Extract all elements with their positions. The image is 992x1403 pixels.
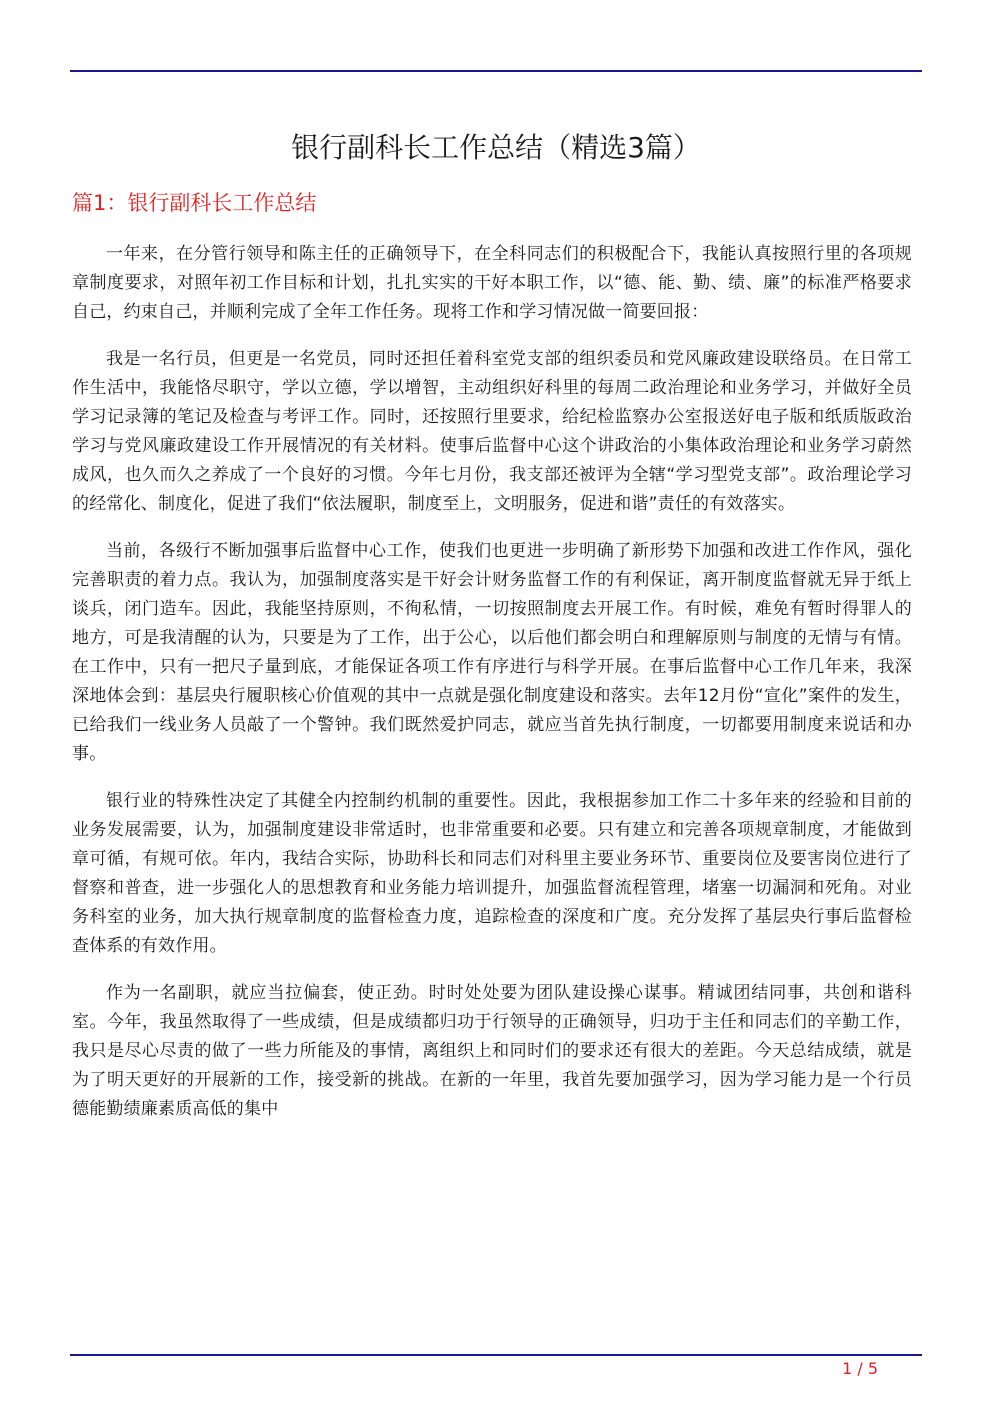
paragraph-5: 作为一名副职，就应当拉偏套，使正劲。时时处处要为团队建设操心谋事。精诚团结同事，共创和谐科室。今年，我虽然取得了一些成绩，但是成绩都归功于行领导的正确领导，归功于主任和同志们的辛勤工作，我只是尽心尽责的做了一些力所能及的事情，离组织上和同时们的要求还有很大的差距。今天总结成绩，就是为了明天更好的开展新的工作，接受新的挑战。在新的一年里，我首先要加强学习，因为学习能力是一个行员德能勤绩廉素质高低的集中 bbox=[72, 983, 912, 1119]
paragraph-4: 银行业的特殊性决定了其健全内控制约机制的重要性。因此，我根据参加工作二十多年来的经验和目前的业务发展需要，认为，加强制度建设非常适时，也非常重要和必要。只有建立和完善各项规章制度，才能做到章可循，有规可依。年内，我结合实际，协助科长和同志们对科里主要业务环节、重要岗位及要害岗位进行了督察和普查，进一步强化人的思想教育和业务能力培训提升，加强监督流程管理，堵塞一切漏洞和死角。对业务科室的业务，加大执行规章制度的监督检查力度，追踪检查的深度和广度。充分发挥了基层央行事后监督检查体系的有效作用。 bbox=[72, 791, 912, 956]
document-title: 银行副科长工作总结（精选3篇） bbox=[291, 131, 701, 164]
footer-rule bbox=[70, 1354, 922, 1356]
paragraph-3: 当前，各级行不断加强事后监督中心工作，使我们也更进一步明确了新形势下加强和改进工作作风，强化完善职责的着力点。我认为，加强制度落实是干好会计财务监督工作的有利保证，离开制度监督就无异于纸上谈兵，闭门造车。因此，我能坚持原则，不徇私情，一切按照制度去开展工作。有时候，难免有暂时得罪人的地方，可是我清醒的认为，只要是为了工作，出于公心，以后他们都会明白和理解原则与制度的无情与有情。在工作中，只有一把尺子量到底，才能保证各项工作有序进行与科学开展。在事后监督中心工作几年来，我深深地体会到：基层央行履职核心价值观的其中一点就是强化制度建设和落实。去年12月份“宣化”案件的发生，已给我们一线业务人员敲了一个警钟。我们既然爱护同志，就应当首先执行制度，一切都要用制度来说话和办事。 bbox=[72, 541, 912, 764]
section-heading: 篇1：银行副科长工作总结 bbox=[72, 191, 317, 215]
page-number: 1 / 5 bbox=[842, 1359, 878, 1378]
document-body bbox=[72, 240, 912, 1142]
paragraph-2: 我是一名行员，但更是一名党员，同时还担任着科室党支部的组织委员和党风廉政建设联络员。在日常工作生活中，我能恪尽职守，学以立德，学以增智，主动组织好科里的每周二政治理论和业务学习，并做好全员学习记录簿的笔记及检查与考评工作。同时，还按照行里要求，给纪检监察办公室报送好电子版和纸质版政治学习与党风廉政建设工作开展情况的有关材料。使事后监督中心这个讲政治的小集体政治理论和业务学习蔚然成风，也久而久之养成了一个良好的习惯。今年七月份，我支部还被评为全辖“学习型党支部”。政治理论学习的经常化、制度化，促进了我们“依法履职，制度至上，文明服务，促进和谐”责任的有效落实。 bbox=[72, 349, 912, 514]
paragraph-1: 一年来，在分管行领导和陈主任的正确领导下，在全科同志们的积极配合下，我能认真按照行里的各项规章制度要求，对照年初工作目标和计划，扎扎实实的干好本职工作，以“德、能、勤、绩、廉”的标准严格要求自己，约束自己，并顺利完成了全年工作任务。现将工作和学习情况做一简要回报： bbox=[72, 244, 912, 322]
header-rule bbox=[70, 70, 922, 72]
